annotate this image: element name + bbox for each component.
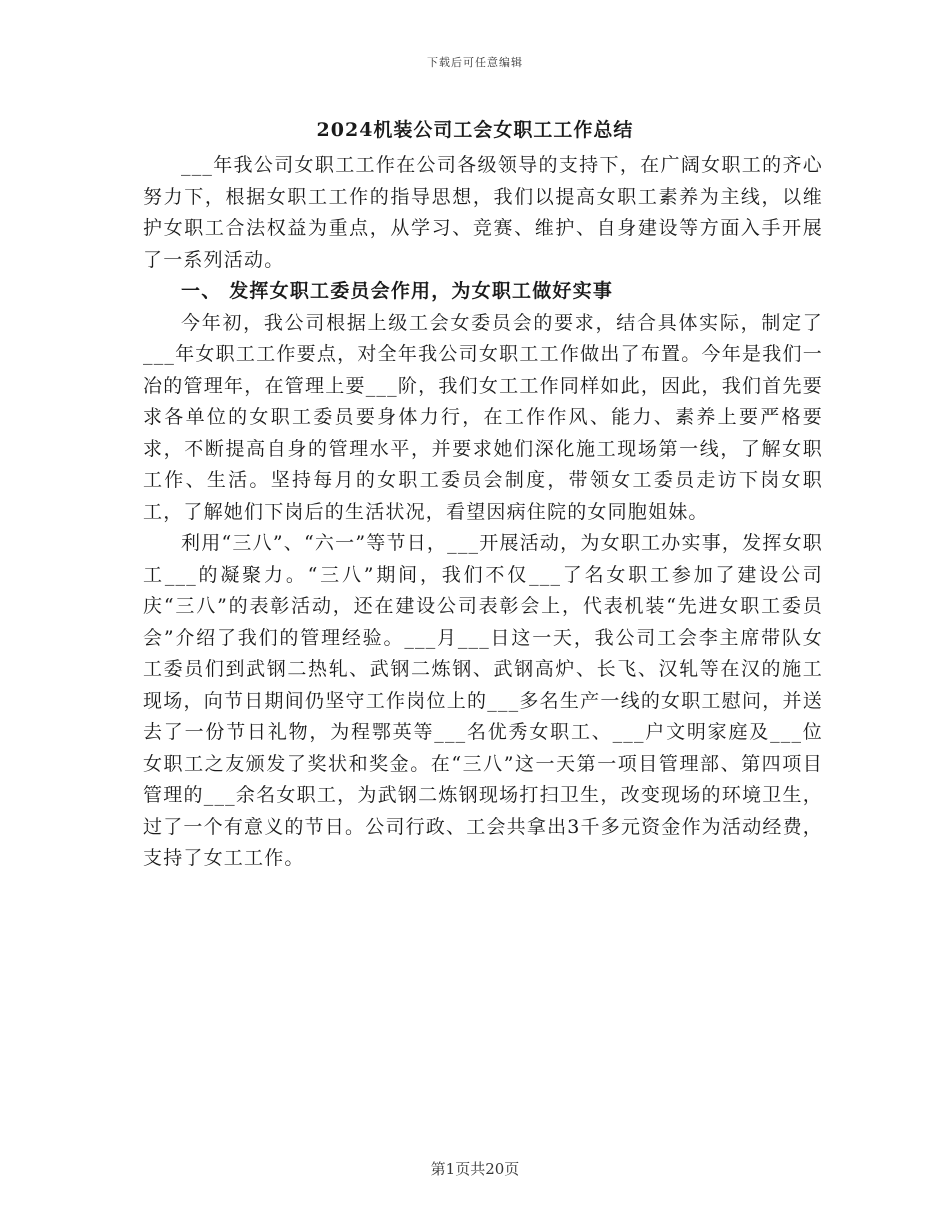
- paragraph-plan: 今年初，我公司根据上级工会女委员会的要求，结合具体实际，制定了___年女职工工作要点，对全年我公司女职工工作做出了布置。今年是我们一冶的管理年，在管理上要___阶，我们女工工作同样如此，因此，我们首先要求各单位的女职工委员要身体力行，在工作作风、能力、素养上要严格要求，不断提高自身的管理水平，并要求她们深化施工现场第一线，了解女职工作、生活。坚持每月的女职工委员会制度，带领女工委员走访下岗女职工，了解她们下岗后的生活状况，看望因病住院的女同胞姐妹。: [143, 311, 823, 523]
- document-title: 2024机装公司工会女职工工作总结: [316, 119, 634, 141]
- paragraph-intro: ___年我公司女职工工作在公司各级领导的支持下，在广阔女职工的齐心努力下，根据女职工工作的指导思想，我们以提高女职工素养为主线，以维护女职工合法权益为重点，从学习、竞赛、维护、自身建设等方面入手开展了一系列活动。: [143, 154, 823, 271]
- section-heading-1: 一、 发挥女职工委员会作用，为女职工做好实事: [181, 280, 614, 302]
- page-footer: 第1页共20页: [430, 1160, 520, 1178]
- paragraph-activities: 利用“三八”、“六一”等节日，___开展活动，为女职工办实事，发挥女职工___的凝聚力。“三八”期间，我们不仅___了名女职工参加了建设公司庆“三八”的表彰活动，还在建设公司表彰会上，代表机装“先进女职工委员会”介绍了我们的管理经验。___月___日这一天，我公司工会李主席带队女工委员们到武钢二热轧、武钢二炼钢、武钢高炉、长飞、汉轧等在汉的施工现场，向节日期间仍坚守工作岗位上的___多名生产一线的女职工慰问，并送去了一份节日礼物，为程鄂英等___名优秀女职工、___户文明家庭及___位女职工之友颁发了奖状和奖金。在“三八”这一天第一项目管理部、第四项目管理的___余名女职工，为武钢二炼钢现场打扫卫生，改变现场的环境卫生，过了一个有意义的节日。公司行政、工会共拿出3千多元资金作为活动经费，支持了女工工作。: [143, 532, 823, 869]
- document-body: [143, 150, 823, 875]
- header-note: 下载后可任意编辑: [427, 56, 523, 69]
